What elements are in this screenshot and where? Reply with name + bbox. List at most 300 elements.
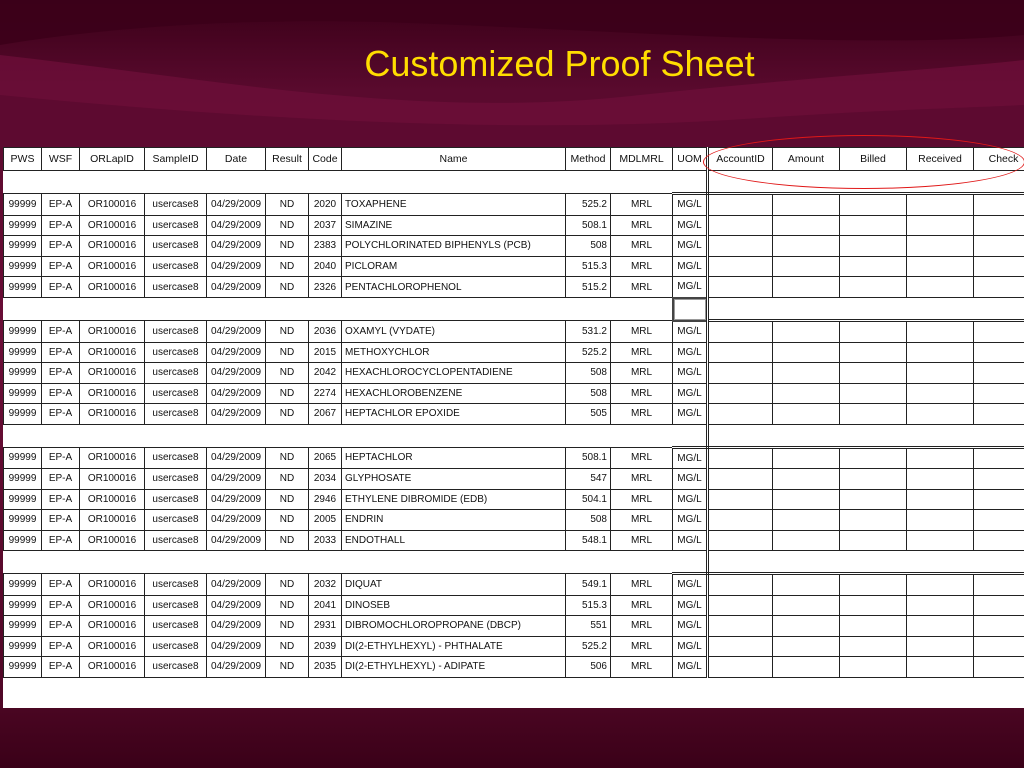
column-header-date: Date xyxy=(207,148,266,171)
group-separator-row xyxy=(4,551,1024,574)
cell-accountid[interactable] xyxy=(708,469,773,490)
table-row xyxy=(4,447,1024,469)
cell-mdlmrl: MRL xyxy=(611,215,673,236)
cell-mdlmrl: MRL xyxy=(611,510,673,531)
cell-result: ND xyxy=(266,236,309,257)
cell-pws: 99999 xyxy=(4,530,42,551)
cell-accountid[interactable] xyxy=(708,530,773,551)
cell-code: 2040 xyxy=(309,256,342,277)
cell-pws: 99999 xyxy=(4,510,42,531)
cell-mdlmrl: MRL xyxy=(611,530,673,551)
bottom-band xyxy=(0,708,1024,768)
cell-date: 04/29/2009 xyxy=(207,321,266,343)
cell-pws: 99999 xyxy=(4,256,42,277)
cell-code: 2931 xyxy=(309,616,342,637)
separator-cell xyxy=(566,424,673,447)
cell-pws: 99999 xyxy=(4,404,42,425)
cell-method: 508 xyxy=(566,236,611,257)
cell-date: 04/29/2009 xyxy=(207,510,266,531)
cell-check[interactable] xyxy=(974,657,1024,678)
cell-name: DI(2-ETHYLHEXYL) - ADIPATE xyxy=(342,657,566,678)
cell-name: SIMAZINE xyxy=(342,215,566,236)
cell-accountid[interactable] xyxy=(708,404,773,425)
cell-accountid[interactable] xyxy=(708,574,773,596)
cell-orlapid: OR100016 xyxy=(80,277,145,298)
column-header-check: Check xyxy=(974,148,1024,171)
cell-date: 04/29/2009 xyxy=(207,194,266,216)
cell-pws: 99999 xyxy=(4,236,42,257)
cell-amount[interactable] xyxy=(773,616,840,637)
cell-mdlmrl: MRL xyxy=(611,321,673,343)
cell-sampleid: usercase8 xyxy=(145,321,207,343)
cell-amount[interactable] xyxy=(773,657,840,678)
cell-check[interactable] xyxy=(974,574,1024,596)
cell-uom: MG/L xyxy=(673,657,708,678)
group-separator-row xyxy=(4,171,1024,194)
cell-billed[interactable] xyxy=(840,342,907,363)
cell-received[interactable] xyxy=(907,236,974,257)
cell-check[interactable] xyxy=(974,636,1024,657)
cell-method: 525.2 xyxy=(566,636,611,657)
cell-sampleid: usercase8 xyxy=(145,236,207,257)
cell-check[interactable] xyxy=(974,469,1024,490)
cell-amount[interactable] xyxy=(773,636,840,657)
cell-billed[interactable] xyxy=(840,574,907,596)
cell-received[interactable] xyxy=(907,363,974,384)
cell-amount[interactable] xyxy=(773,489,840,510)
cell-result: ND xyxy=(266,215,309,236)
cell-result: ND xyxy=(266,194,309,216)
cell-method: 508 xyxy=(566,510,611,531)
cell-check[interactable] xyxy=(974,215,1024,236)
cell-method: 531.2 xyxy=(566,321,611,343)
cell-date: 04/29/2009 xyxy=(207,383,266,404)
table-row xyxy=(4,342,1024,363)
cell-date: 04/29/2009 xyxy=(207,404,266,425)
cell-check[interactable] xyxy=(974,489,1024,510)
group-separator-row xyxy=(4,424,1024,447)
cell-code: 2326 xyxy=(309,277,342,298)
cell-received[interactable] xyxy=(907,277,974,298)
cell-code: 2034 xyxy=(309,469,342,490)
cell-date: 04/29/2009 xyxy=(207,595,266,616)
cell-orlapid: OR100016 xyxy=(80,321,145,343)
cell-wsf: EP-A xyxy=(42,469,80,490)
cell-amount[interactable] xyxy=(773,383,840,404)
cell-date: 04/29/2009 xyxy=(207,277,266,298)
column-header-sampleid: SampleID xyxy=(145,148,207,171)
cell-accountid[interactable] xyxy=(708,194,773,216)
separator-cell xyxy=(566,171,673,194)
cell-orlapid: OR100016 xyxy=(80,574,145,596)
cell-received[interactable] xyxy=(907,469,974,490)
cell-amount[interactable] xyxy=(773,363,840,384)
table-row xyxy=(4,657,1024,678)
cell-amount[interactable] xyxy=(773,469,840,490)
cell-result: ND xyxy=(266,574,309,596)
cell-amount[interactable] xyxy=(773,447,840,469)
cell-check[interactable] xyxy=(974,447,1024,469)
table-row xyxy=(4,574,1024,596)
column-header-code: Code xyxy=(309,148,342,171)
cell-date: 04/29/2009 xyxy=(207,363,266,384)
table-row xyxy=(4,616,1024,637)
cell-billed[interactable] xyxy=(840,363,907,384)
separator-cell xyxy=(4,551,566,574)
cell-result: ND xyxy=(266,342,309,363)
cell-sampleid: usercase8 xyxy=(145,363,207,384)
cell-wsf: EP-A xyxy=(42,194,80,216)
cell-result: ND xyxy=(266,469,309,490)
cell-amount[interactable] xyxy=(773,404,840,425)
cell-result: ND xyxy=(266,404,309,425)
cell-method: 504.1 xyxy=(566,489,611,510)
separator-cell xyxy=(673,551,708,574)
cell-wsf: EP-A xyxy=(42,530,80,551)
table-row xyxy=(4,321,1024,343)
cell-accountid[interactable] xyxy=(708,256,773,277)
cell-mdlmrl: MRL xyxy=(611,447,673,469)
cell-pws: 99999 xyxy=(4,321,42,343)
cell-name: DINOSEB xyxy=(342,595,566,616)
separator-cell xyxy=(708,551,1024,574)
cell-received[interactable] xyxy=(907,574,974,596)
cell-uom: MG/L xyxy=(673,574,708,596)
cell-billed[interactable] xyxy=(840,530,907,551)
cell-check[interactable] xyxy=(974,256,1024,277)
cell-code: 2039 xyxy=(309,636,342,657)
cell-billed[interactable] xyxy=(840,277,907,298)
cell-orlapid: OR100016 xyxy=(80,342,145,363)
cell-accountid[interactable] xyxy=(708,489,773,510)
cell-sampleid: usercase8 xyxy=(145,469,207,490)
cell-code: 2036 xyxy=(309,321,342,343)
cell-uom: MG/L xyxy=(673,342,708,363)
column-header-method: Method xyxy=(566,148,611,171)
cell-amount[interactable] xyxy=(773,595,840,616)
cell-billed[interactable] xyxy=(840,636,907,657)
column-header-billed: Billed xyxy=(840,148,907,171)
cell-accountid[interactable] xyxy=(708,363,773,384)
cell-billed[interactable] xyxy=(840,595,907,616)
cell-uom: MG/L xyxy=(673,530,708,551)
cell-date: 04/29/2009 xyxy=(207,616,266,637)
cell-amount[interactable] xyxy=(773,194,840,216)
cell-amount[interactable] xyxy=(773,321,840,343)
column-header-pws: PWS xyxy=(4,148,42,171)
cell-check[interactable] xyxy=(974,595,1024,616)
cell-sampleid: usercase8 xyxy=(145,636,207,657)
table-row xyxy=(4,194,1024,216)
cell-name: POLYCHLORINATED BIPHENYLS (PCB) xyxy=(342,236,566,257)
cell-billed[interactable] xyxy=(840,236,907,257)
cell-check[interactable] xyxy=(974,383,1024,404)
cell-pws: 99999 xyxy=(4,574,42,596)
cell-wsf: EP-A xyxy=(42,363,80,384)
data-grid xyxy=(3,147,1024,678)
cell-accountid[interactable] xyxy=(708,321,773,343)
cell-sampleid: usercase8 xyxy=(145,657,207,678)
cell-orlapid: OR100016 xyxy=(80,530,145,551)
cell-method: 508 xyxy=(566,383,611,404)
cell-name: HEXACHLOROCYCLOPENTADIENE xyxy=(342,363,566,384)
cell-accountid[interactable] xyxy=(708,657,773,678)
cell-received[interactable] xyxy=(907,194,974,216)
proof-sheet-table xyxy=(3,147,1024,708)
cell-accountid[interactable] xyxy=(708,277,773,298)
cell-billed[interactable] xyxy=(840,404,907,425)
cell-code: 2020 xyxy=(309,194,342,216)
cell-received[interactable] xyxy=(907,636,974,657)
cell-received[interactable] xyxy=(907,616,974,637)
cell-method: 508.1 xyxy=(566,215,611,236)
cell-method: 515.3 xyxy=(566,256,611,277)
cell-mdlmrl: MRL xyxy=(611,277,673,298)
cell-date: 04/29/2009 xyxy=(207,574,266,596)
cell-orlapid: OR100016 xyxy=(80,447,145,469)
cell-received[interactable] xyxy=(907,404,974,425)
cell-date: 04/29/2009 xyxy=(207,657,266,678)
cell-code: 2037 xyxy=(309,215,342,236)
cell-received[interactable] xyxy=(907,447,974,469)
cell-received[interactable] xyxy=(907,530,974,551)
cell-uom: MG/L xyxy=(673,636,708,657)
cell-date: 04/29/2009 xyxy=(207,636,266,657)
column-header-result: Result xyxy=(266,148,309,171)
cell-sampleid: usercase8 xyxy=(145,342,207,363)
cell-result: ND xyxy=(266,530,309,551)
cell-amount[interactable] xyxy=(773,510,840,531)
cell-name: ENDOTHALL xyxy=(342,530,566,551)
separator-cell xyxy=(4,171,566,194)
cell-pws: 99999 xyxy=(4,469,42,490)
separator-cell xyxy=(4,424,566,447)
cell-check[interactable] xyxy=(974,404,1024,425)
cell-check[interactable] xyxy=(974,616,1024,637)
cell-mdlmrl: MRL xyxy=(611,574,673,596)
cell-received[interactable] xyxy=(907,256,974,277)
cell-pws: 99999 xyxy=(4,636,42,657)
cell-accountid[interactable] xyxy=(708,636,773,657)
cell-orlapid: OR100016 xyxy=(80,616,145,637)
cell-billed[interactable] xyxy=(840,321,907,343)
cell-received[interactable] xyxy=(907,489,974,510)
separator-cell xyxy=(708,171,1024,194)
cell-accountid[interactable] xyxy=(708,215,773,236)
cell-billed[interactable] xyxy=(840,383,907,404)
cell-name: DIBROMOCHLOROPROPANE (DBCP) xyxy=(342,616,566,637)
cell-mdlmrl: MRL xyxy=(611,616,673,637)
cell-check[interactable] xyxy=(974,510,1024,531)
cell-received[interactable] xyxy=(907,657,974,678)
cell-result: ND xyxy=(266,277,309,298)
separator-cell xyxy=(566,298,673,321)
cell-result: ND xyxy=(266,447,309,469)
cell-orlapid: OR100016 xyxy=(80,595,145,616)
cell-result: ND xyxy=(266,489,309,510)
cell-mdlmrl: MRL xyxy=(611,236,673,257)
cell-pws: 99999 xyxy=(4,616,42,637)
cell-name: PENTACHLOROPHENOL xyxy=(342,277,566,298)
cell-name: TOXAPHENE xyxy=(342,194,566,216)
cell-uom: MG/L xyxy=(673,510,708,531)
cell-received[interactable] xyxy=(907,510,974,531)
cell-billed[interactable] xyxy=(840,194,907,216)
cell-wsf: EP-A xyxy=(42,236,80,257)
cell-check[interactable] xyxy=(974,342,1024,363)
cell-date: 04/29/2009 xyxy=(207,236,266,257)
cell-mdlmrl: MRL xyxy=(611,363,673,384)
cell-sampleid: usercase8 xyxy=(145,574,207,596)
cell-orlapid: OR100016 xyxy=(80,469,145,490)
cell-orlapid: OR100016 xyxy=(80,194,145,216)
cell-date: 04/29/2009 xyxy=(207,469,266,490)
cell-method: 549.1 xyxy=(566,574,611,596)
cell-accountid[interactable] xyxy=(708,616,773,637)
column-header-uom: UOM xyxy=(673,148,708,171)
cell-uom: MG/L xyxy=(673,447,708,469)
cell-orlapid: OR100016 xyxy=(80,236,145,257)
cell-billed[interactable] xyxy=(840,215,907,236)
cell-billed[interactable] xyxy=(840,469,907,490)
cell-name: ETHYLENE DIBROMIDE (EDB) xyxy=(342,489,566,510)
cell-check[interactable] xyxy=(974,363,1024,384)
cell-mdlmrl: MRL xyxy=(611,489,673,510)
cell-code: 2032 xyxy=(309,574,342,596)
cell-received[interactable] xyxy=(907,215,974,236)
cell-wsf: EP-A xyxy=(42,595,80,616)
cell-date: 04/29/2009 xyxy=(207,530,266,551)
cell-date: 04/29/2009 xyxy=(207,489,266,510)
cell-result: ND xyxy=(266,636,309,657)
cell-pws: 99999 xyxy=(4,215,42,236)
table-row xyxy=(4,256,1024,277)
table-row xyxy=(4,383,1024,404)
cell-wsf: EP-A xyxy=(42,447,80,469)
column-header-mdlmrl: MDLMRL xyxy=(611,148,673,171)
cell-orlapid: OR100016 xyxy=(80,489,145,510)
cell-pws: 99999 xyxy=(4,657,42,678)
cell-check[interactable] xyxy=(974,277,1024,298)
cell-code: 2033 xyxy=(309,530,342,551)
cell-method: 515.3 xyxy=(566,595,611,616)
cell-billed[interactable] xyxy=(840,657,907,678)
cell-mdlmrl: MRL xyxy=(611,383,673,404)
cell-received[interactable] xyxy=(907,342,974,363)
cell-wsf: EP-A xyxy=(42,256,80,277)
cell-wsf: EP-A xyxy=(42,489,80,510)
cell-method: 547 xyxy=(566,469,611,490)
selected-cell[interactable] xyxy=(673,298,708,321)
cell-wsf: EP-A xyxy=(42,277,80,298)
cell-sampleid: usercase8 xyxy=(145,489,207,510)
cell-mdlmrl: MRL xyxy=(611,595,673,616)
cell-date: 04/29/2009 xyxy=(207,215,266,236)
cell-check[interactable] xyxy=(974,194,1024,216)
cell-mdlmrl: MRL xyxy=(611,194,673,216)
cell-pws: 99999 xyxy=(4,447,42,469)
cell-result: ND xyxy=(266,321,309,343)
cell-code: 2067 xyxy=(309,404,342,425)
cell-mdlmrl: MRL xyxy=(611,404,673,425)
cell-method: 506 xyxy=(566,657,611,678)
cell-orlapid: OR100016 xyxy=(80,383,145,404)
cell-sampleid: usercase8 xyxy=(145,616,207,637)
cell-billed[interactable] xyxy=(840,447,907,469)
cell-billed[interactable] xyxy=(840,256,907,277)
cell-name: HEPTACHLOR xyxy=(342,447,566,469)
cell-accountid[interactable] xyxy=(708,510,773,531)
cell-billed[interactable] xyxy=(840,489,907,510)
cell-billed[interactable] xyxy=(840,510,907,531)
cell-amount[interactable] xyxy=(773,215,840,236)
cell-wsf: EP-A xyxy=(42,657,80,678)
cell-billed[interactable] xyxy=(840,616,907,637)
cell-result: ND xyxy=(266,256,309,277)
cell-amount[interactable] xyxy=(773,256,840,277)
cell-accountid[interactable] xyxy=(708,383,773,404)
cell-check[interactable] xyxy=(974,321,1024,343)
cell-wsf: EP-A xyxy=(42,215,80,236)
cell-mdlmrl: MRL xyxy=(611,636,673,657)
cell-uom: MG/L xyxy=(673,404,708,425)
cell-name: HEXACHLOROBENZENE xyxy=(342,383,566,404)
cell-orlapid: OR100016 xyxy=(80,636,145,657)
cell-mdlmrl: MRL xyxy=(611,256,673,277)
cell-name: METHOXYCHLOR xyxy=(342,342,566,363)
cell-uom: MG/L xyxy=(673,321,708,343)
cell-pws: 99999 xyxy=(4,363,42,384)
cell-name: HEPTACHLOR EPOXIDE xyxy=(342,404,566,425)
cell-amount[interactable] xyxy=(773,342,840,363)
cell-accountid[interactable] xyxy=(708,236,773,257)
cell-pws: 99999 xyxy=(4,489,42,510)
cell-amount[interactable] xyxy=(773,277,840,298)
cell-wsf: EP-A xyxy=(42,510,80,531)
cell-method: 551 xyxy=(566,616,611,637)
cell-method: 508 xyxy=(566,363,611,384)
cell-accountid[interactable] xyxy=(708,447,773,469)
cell-result: ND xyxy=(266,510,309,531)
cell-accountid[interactable] xyxy=(708,342,773,363)
cell-uom: MG/L xyxy=(673,256,708,277)
cell-accountid[interactable] xyxy=(708,595,773,616)
cell-pws: 99999 xyxy=(4,595,42,616)
cell-check[interactable] xyxy=(974,236,1024,257)
cell-received[interactable] xyxy=(907,595,974,616)
cell-date: 04/29/2009 xyxy=(207,342,266,363)
cell-received[interactable] xyxy=(907,383,974,404)
cell-amount[interactable] xyxy=(773,236,840,257)
cell-uom: MG/L xyxy=(673,215,708,236)
cell-received[interactable] xyxy=(907,321,974,343)
cell-result: ND xyxy=(266,657,309,678)
table-row xyxy=(4,510,1024,531)
cell-sampleid: usercase8 xyxy=(145,383,207,404)
cell-wsf: EP-A xyxy=(42,636,80,657)
cell-check[interactable] xyxy=(974,530,1024,551)
cell-method: 525.2 xyxy=(566,194,611,216)
cell-pws: 99999 xyxy=(4,342,42,363)
cell-amount[interactable] xyxy=(773,574,840,596)
cell-uom: MG/L xyxy=(673,277,708,298)
cell-mdlmrl: MRL xyxy=(611,342,673,363)
cell-amount[interactable] xyxy=(773,530,840,551)
column-header-received: Received xyxy=(907,148,974,171)
table-row xyxy=(4,236,1024,257)
column-header-wsf: WSF xyxy=(42,148,80,171)
cell-name: PICLORAM xyxy=(342,256,566,277)
